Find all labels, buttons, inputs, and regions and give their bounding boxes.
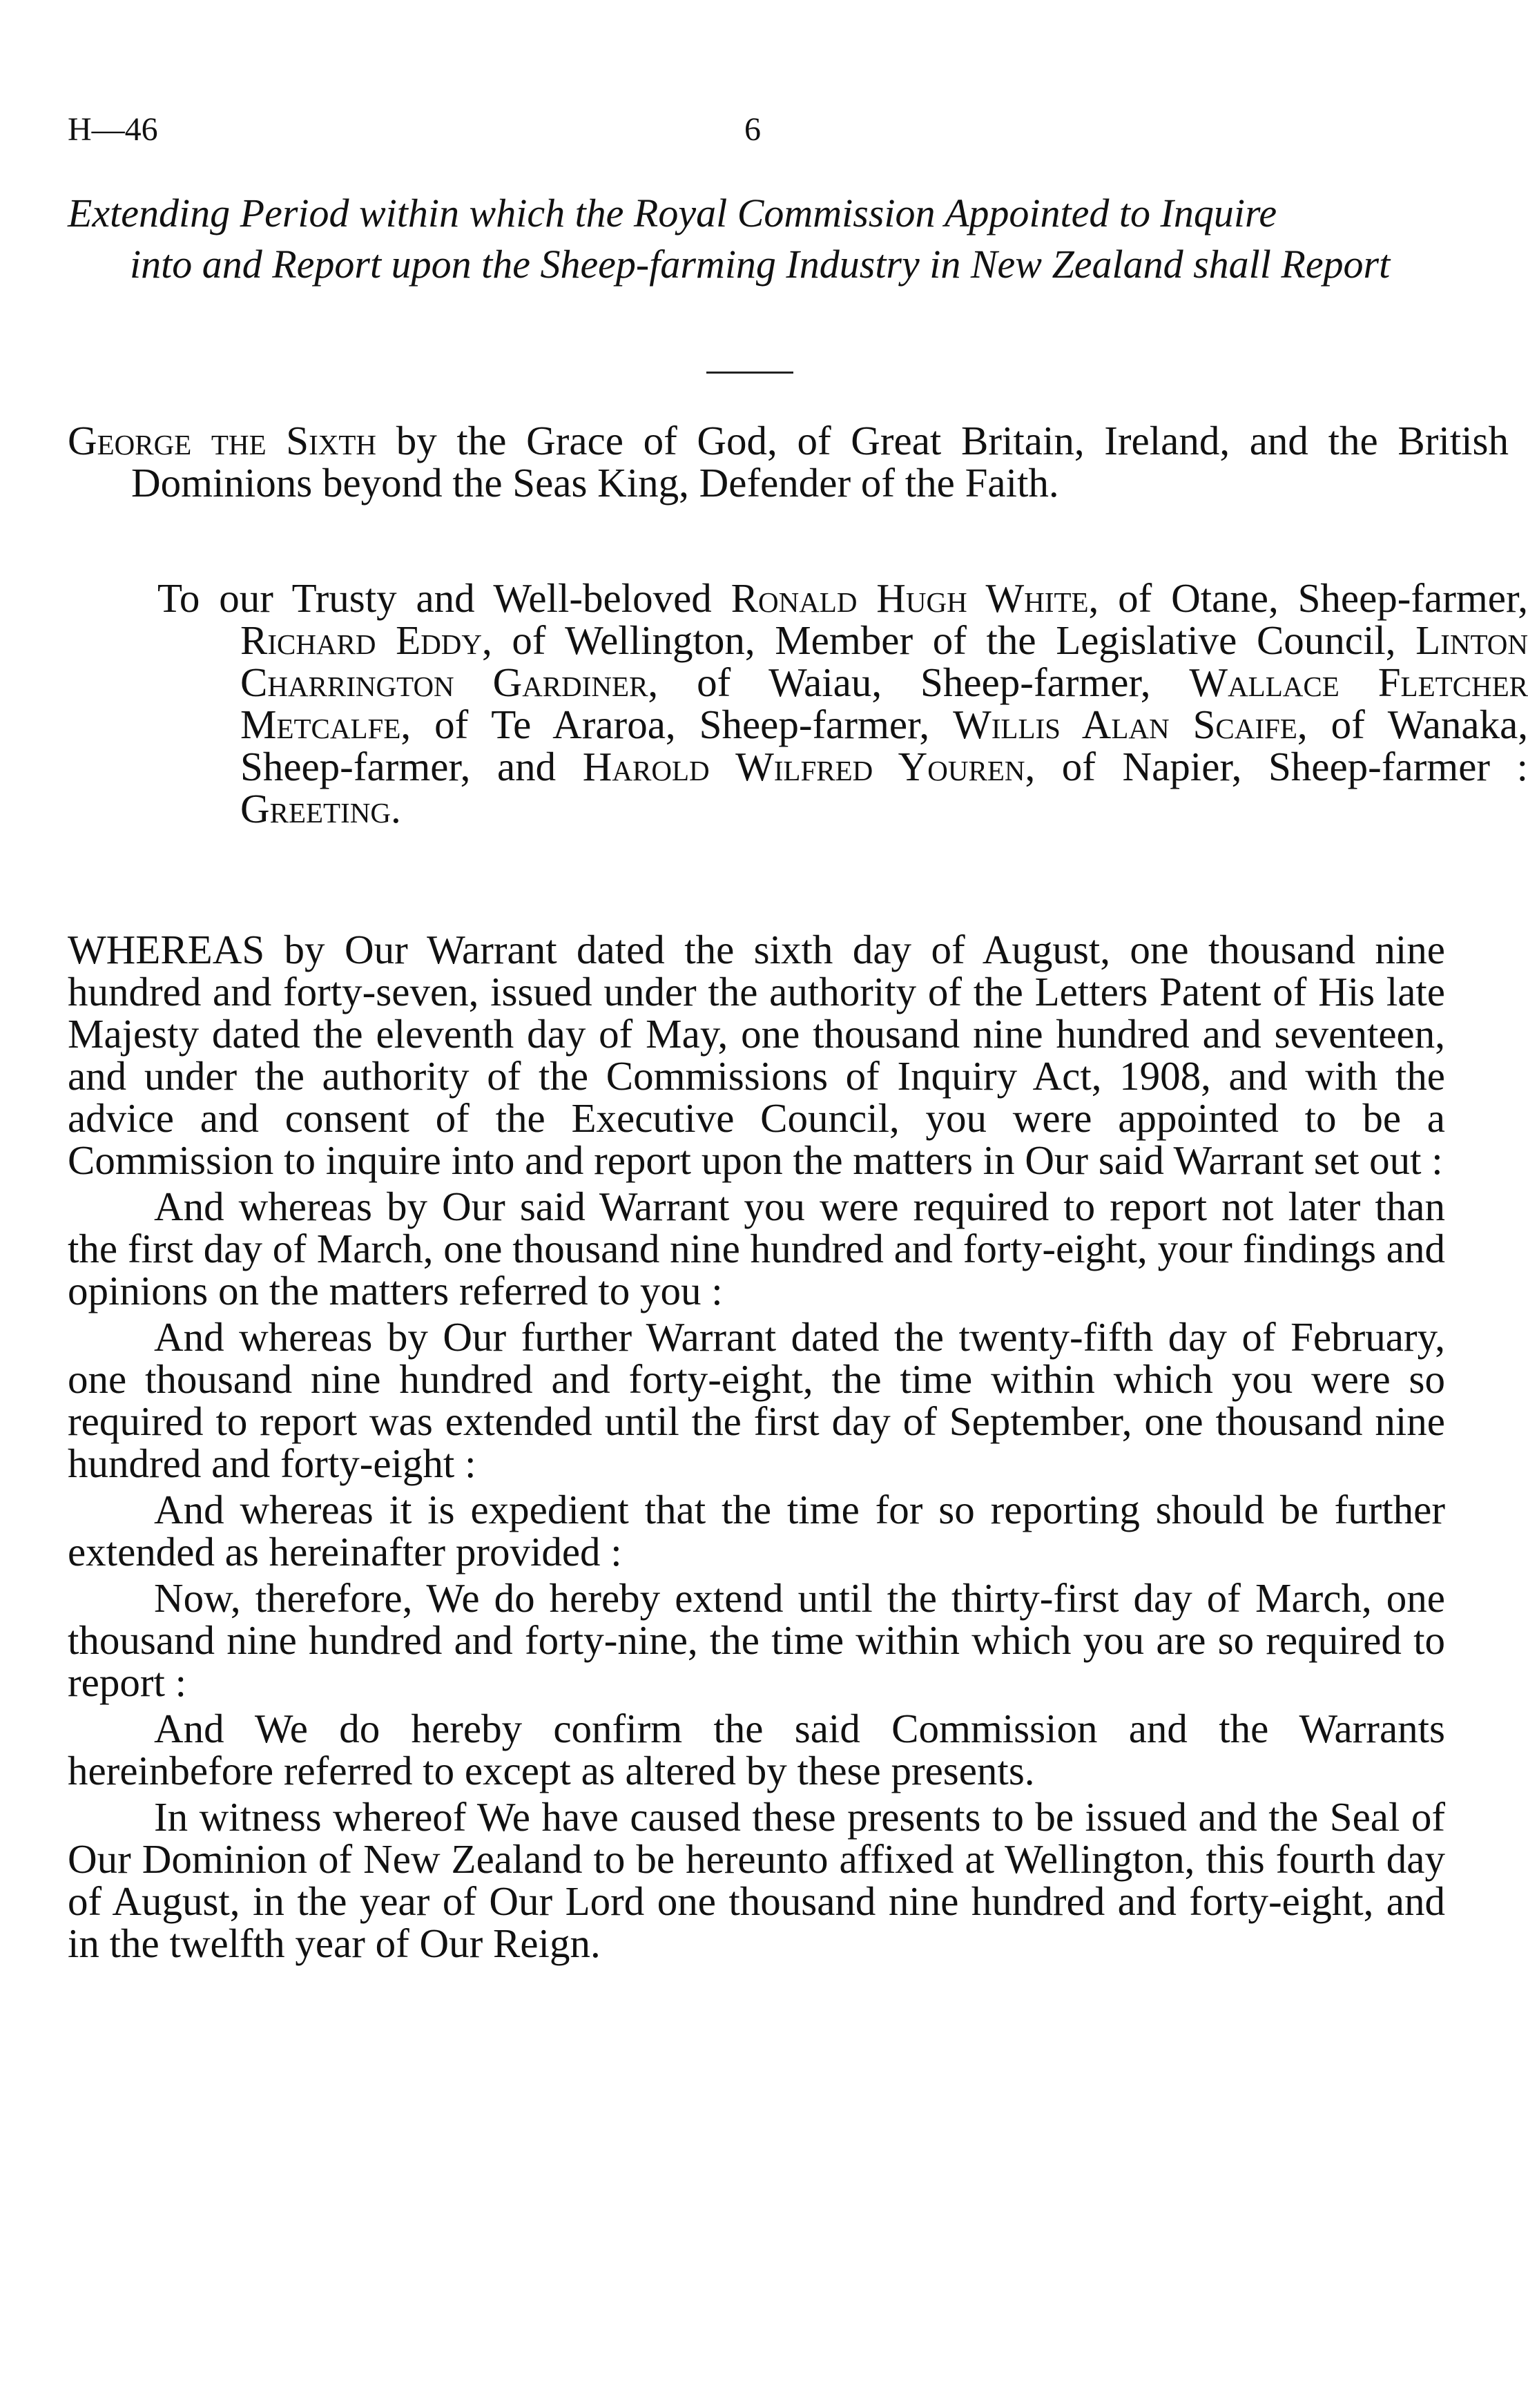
body-paragraph: Now, therefore, We do hereby extend until the thirty-first day of March, one thousand nine hundred and forty-nine, the time within which you are so required to report :	[68, 1575, 1445, 1705]
address-text: , of Waiau, Sheep-farmer,	[648, 659, 1190, 705]
address-text: , of Otane, Sheep-farmer,	[1088, 575, 1528, 621]
commissioner-name: Linton Charrington Gardiner	[240, 617, 1528, 705]
whereas-paragraph: WHEREAS by Our Warrant dated the sixth day of August, one thousand nine hundred and forty-seven, issued under the authority of the Letters Patent of His late Majesty dated the eleventh day of May, one thousand nine hundred and seventeen, and under the authority of the Commissions of Inquiry Act, 1908, and with the advice and consent of the Executive Council, you were appointed to be a Commission to inquire into and report upon the matters in Our said Warrant set out :	[68, 927, 1445, 1183]
body-paragraph: And whereas it is expedient that the time for so reporting should be further extended as hereinafter provided :	[68, 1487, 1445, 1574]
title-line-1: Extending Period within which the Royal Commission Appointed to Inquire	[68, 191, 1277, 235]
greeting: Greeting.	[240, 786, 401, 831]
address-text: , of Napier, Sheep-farmer :	[1025, 744, 1528, 789]
witness-paragraph: In witness whereof We have caused these presents to be issued and the Seal of Our Dominion of New Zealand to be hereunto affixed at Wellington, this fourth day of August, in the year of Our Lord one thousand nine hundred and forty-eight, and in the twelfth year of Our Reign.	[68, 1794, 1445, 1966]
address-text: , of Wellington, Member of the Legislative Council,	[482, 617, 1416, 663]
address-lead: To our Trusty and Well-beloved	[157, 575, 731, 621]
royal-style-paragraph	[68, 420, 1509, 504]
body-paragraph: And whereas by Our said Warrant you were required to report not later than the first day of March, one thousand nine hundred and forty-eight, your findings and opinions on the matters referred to you :	[68, 1184, 1445, 1313]
commissioner-name: Willis Alan Scaife	[953, 702, 1297, 747]
title-divider	[706, 372, 793, 374]
address-text: , of Wanaka, Sheep-farmer, and	[240, 702, 1528, 789]
commissioner-name: Wallace Fletcher Metcalfe	[240, 659, 1528, 747]
document-title	[68, 188, 1442, 290]
document-number: H—46	[68, 111, 158, 148]
king-name: George the Sixth	[68, 418, 377, 463]
body-paragraph: And We do hereby confirm the said Commission and the Warrants hereinbefore referred to except as altered by these presents.	[68, 1706, 1445, 1793]
royal-style-text: by the Grace of God, of Great Britain, Ireland, and the British Dominions beyond the Seas King, Defender of the Faith.	[131, 418, 1509, 505]
address-paragraph	[157, 577, 1528, 830]
page-number: 6	[744, 111, 761, 148]
commissioner-name: Ronald Hugh White	[731, 575, 1089, 621]
body-paragraph: And whereas by Our further Warrant dated the twenty-fifth day of February, one thousand nine hundred and forty-eight, the time within which you were so required to report was extended until the first day of September, one thousand nine hundred and forty-eight :	[68, 1314, 1445, 1486]
commissioner-name: Harold Wilfred Youren	[582, 744, 1025, 789]
title-line-2: into and Report upon the Sheep-farming Industry in New Zealand shall Report	[130, 242, 1391, 287]
commissioner-name: Richard Eddy	[240, 617, 483, 663]
address-text: , of Te Araroa, Sheep-farmer,	[400, 702, 954, 747]
warrant-body	[68, 929, 1445, 1965]
